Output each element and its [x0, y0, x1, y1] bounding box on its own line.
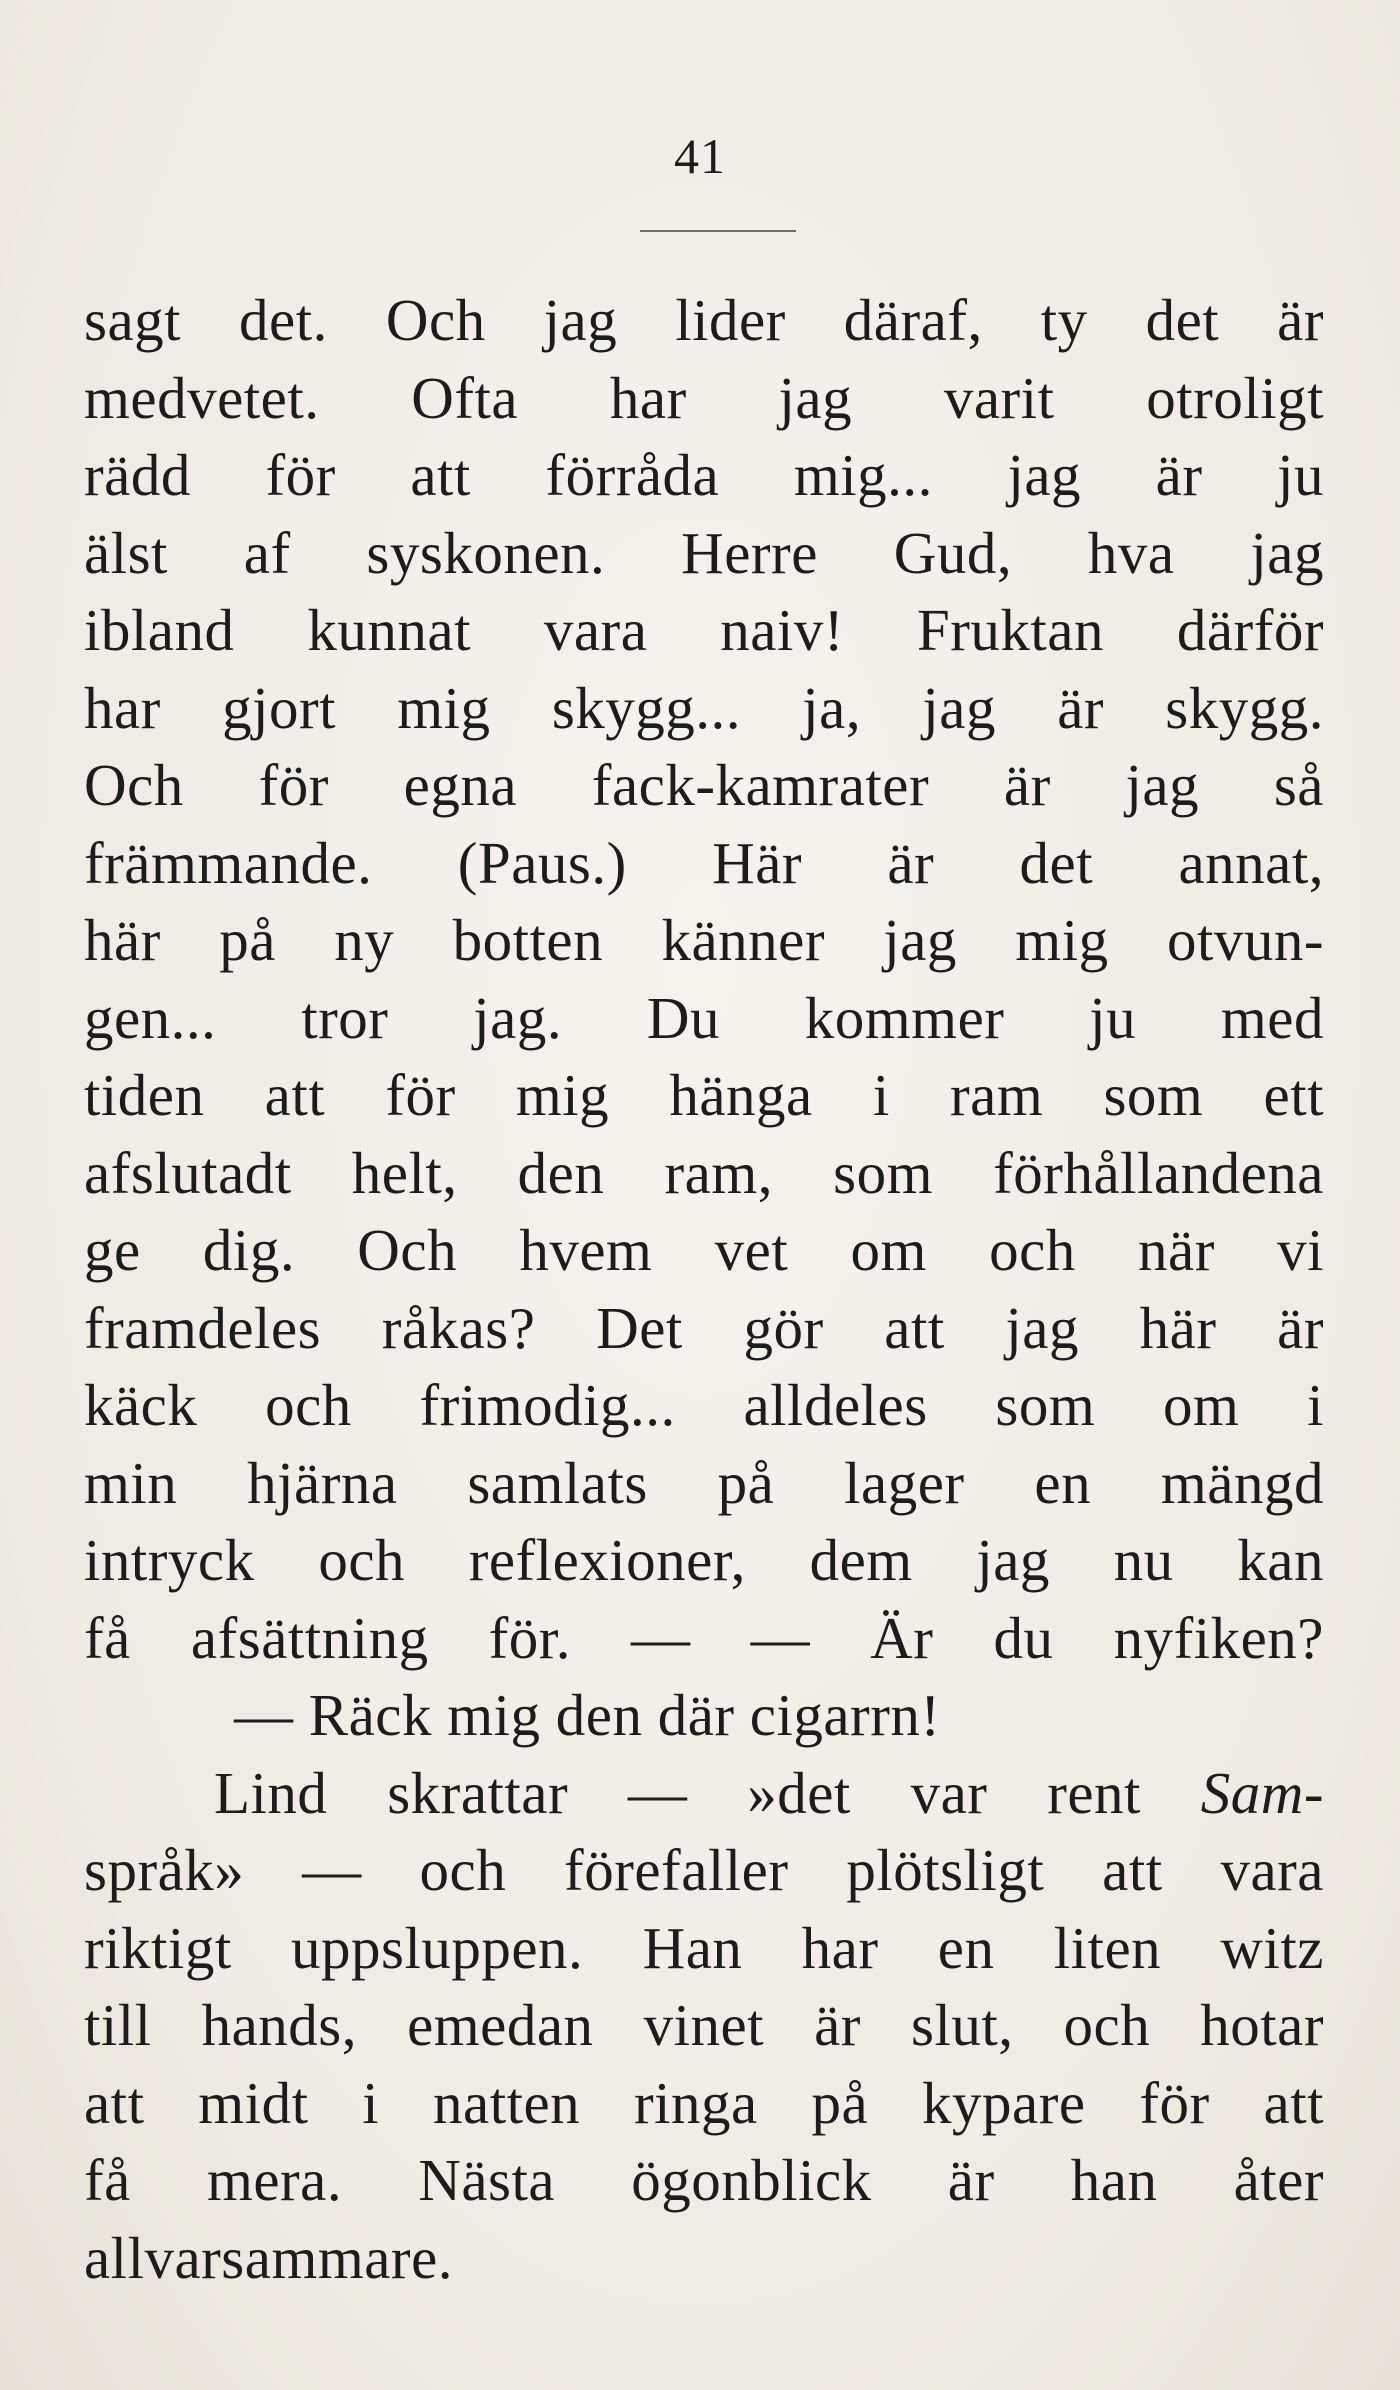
text-line: afslutadt helt, den ram, som förhållandena [84, 1139, 1324, 1206]
text-line: Och för egna fack-kamrater är jag så [84, 752, 1324, 818]
text-line: käck och frimodig... alldeles som om i [84, 1372, 1324, 1438]
text-line: här på ny botten känner jag mig otvun- [84, 907, 1324, 973]
text-line: ge dig. Och hvem vet om och när vi [84, 1217, 1324, 1283]
text-line: min hjärna samlats på lager en mängd [84, 1449, 1324, 1516]
text-line: älst af syskonen. Herre Gud, hva jag [84, 519, 1324, 586]
text-line: gen... tror jag. Du kommer ju med [84, 984, 1324, 1051]
text-line: att midt i natten ringa på kypare för att [84, 2069, 1324, 2136]
text-line: sagt det. Och jag lider däraf, ty det är [84, 287, 1324, 353]
text-line: främmande. (Paus.) Här är det annat, [84, 829, 1324, 896]
text-segment: Lind skrattar — »det var rent [214, 1759, 1141, 1826]
text-line: — Räck mig den där cigarrn! [234, 1682, 941, 1748]
text-line: framdeles råkas? Det gör att jag här är [84, 1294, 1324, 1361]
text-line: få afsättning för. — — Är du nyfiken? [84, 1604, 1324, 1671]
text-line: rädd för att förråda mig... jag är ju [84, 442, 1324, 508]
text-line: få mera. Nästa ögonblick är han åter [84, 2147, 1324, 2213]
header-rule [640, 230, 796, 232]
text-line: intryck och reflexioner, dem jag nu kan [84, 1527, 1324, 1593]
text-line: ibland kunnat vara naiv! Fruktan därför [84, 597, 1324, 663]
text-line: har gjort mig skygg... ja, jag är skygg. [84, 674, 1324, 741]
page-number: 41 [674, 128, 726, 184]
text-line: språk» — och förefaller plötsligt att vara [84, 1837, 1324, 1903]
text-line: tiden att för mig hänga i ram som ett [84, 1062, 1324, 1128]
body-text [84, 282, 1324, 2297]
text-line [84, 1755, 1324, 1833]
text-line: riktigt uppsluppen. Han har en liten witz [84, 1914, 1324, 1981]
text-line: till hands, emedan vinet är slut, och hotar [84, 1992, 1324, 2058]
text-line: allvarsammare. [84, 2224, 454, 2291]
italic-word: Sam- [1200, 1759, 1324, 1826]
text-line: medvetet. Ofta har jag varit otroligt [84, 364, 1324, 431]
